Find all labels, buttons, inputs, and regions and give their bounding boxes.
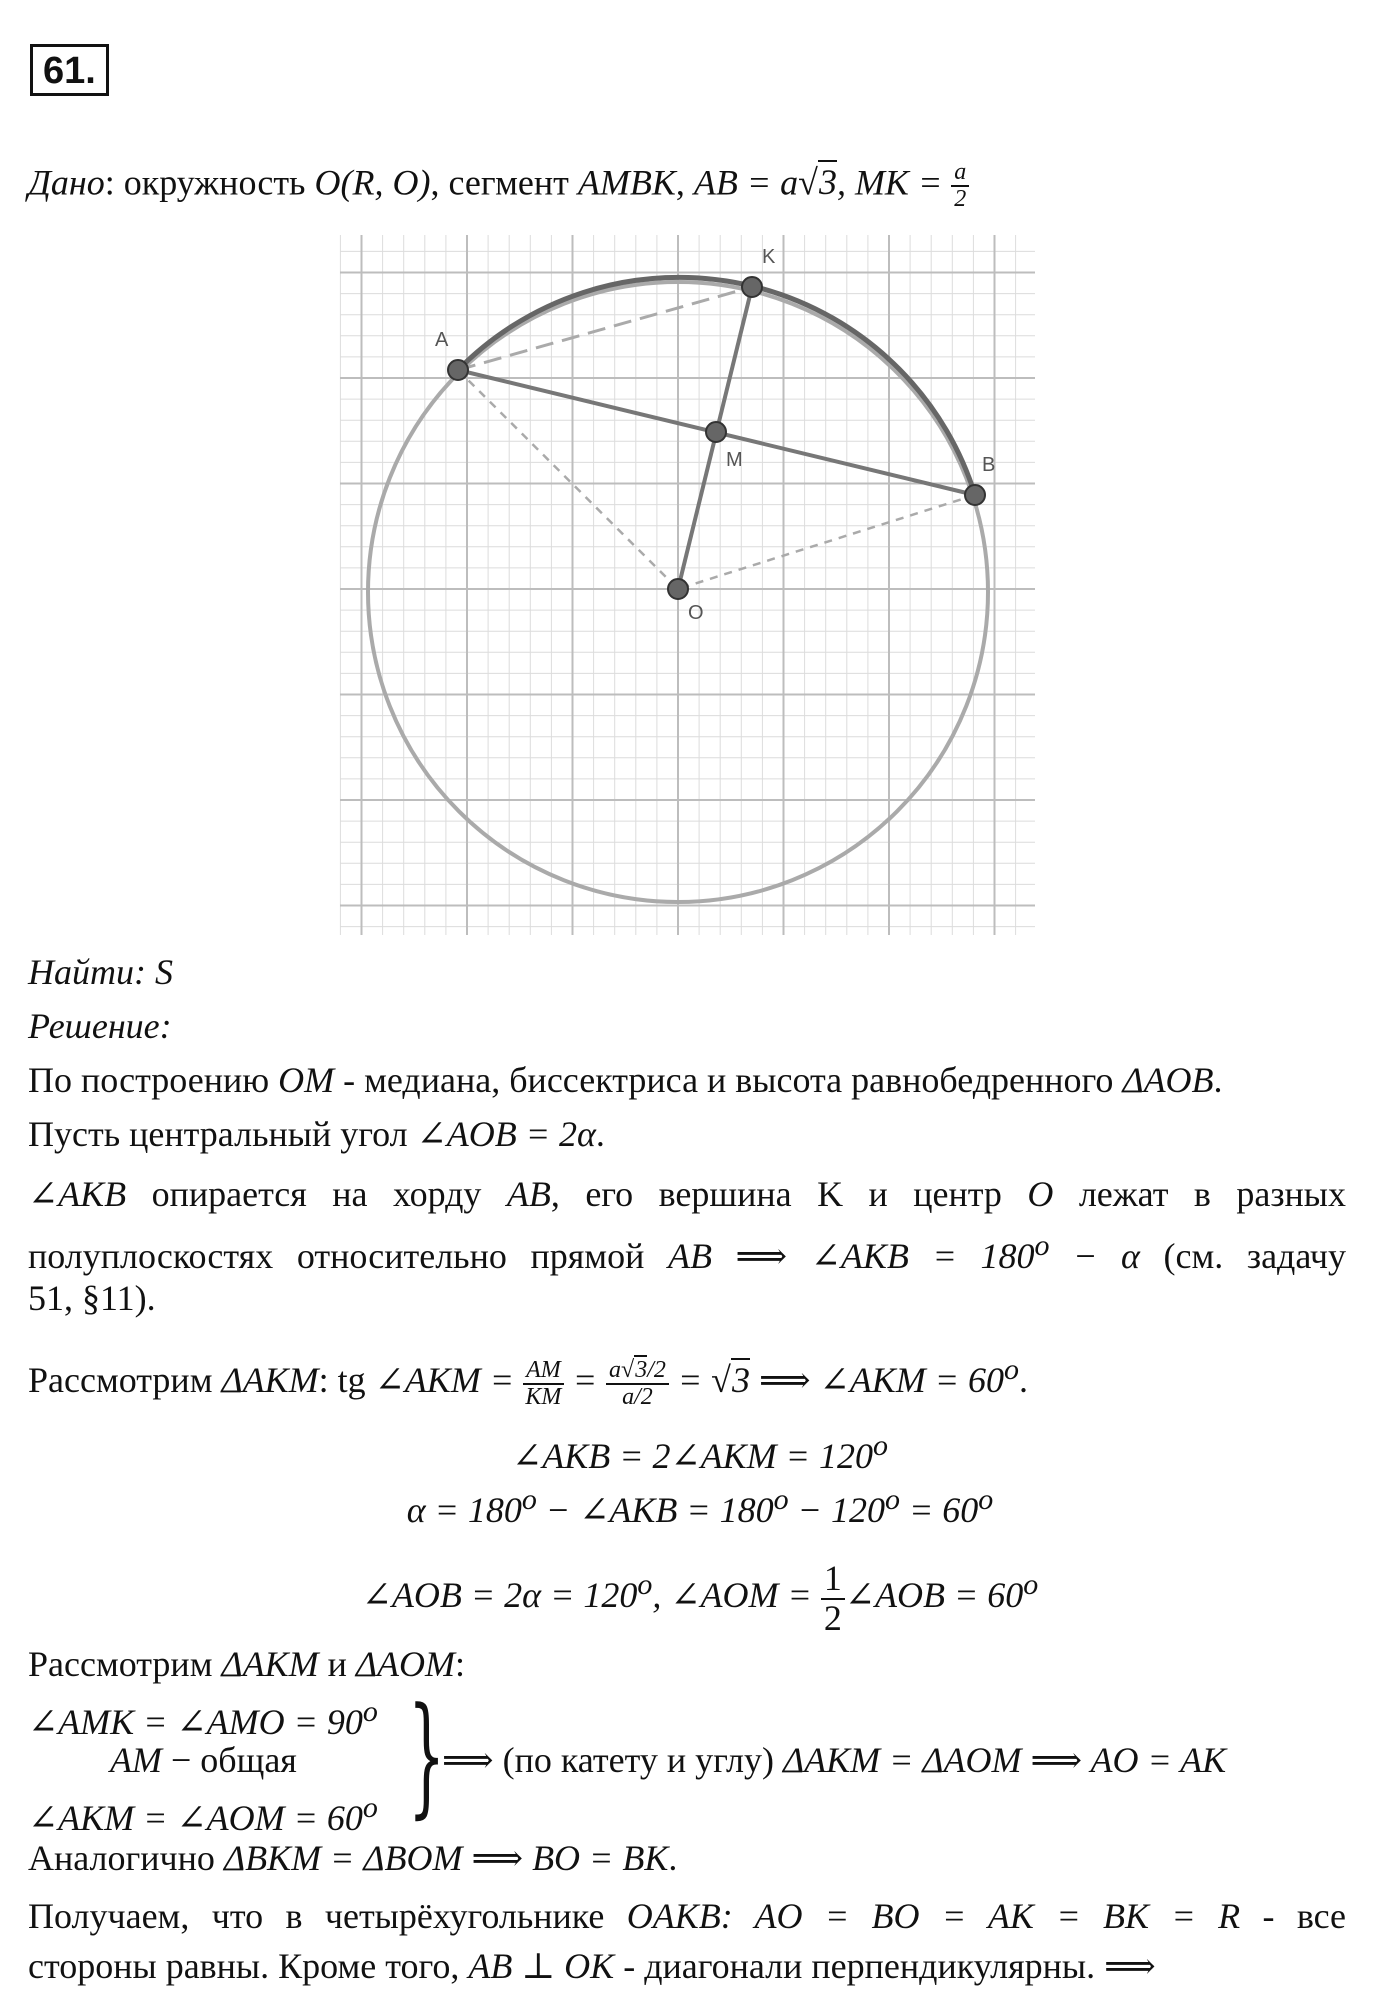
solution-line-2: Пусть центральный угол ∠AOB = 2α. <box>28 1114 605 1154</box>
system-conclusion: ⟹ (по катету и углу) ΔAKM = ΔAOM ⟹ AO = AK <box>442 1740 1227 1780</box>
find-label: Найти <box>28 952 134 992</box>
given-line: Дано: окружность O(R, O), сегмент AMBK, AB = a√3, MK = $\frac{a}{2}$ <box>28 160 969 212</box>
label-k: K <box>762 246 776 268</box>
given-label: Дано <box>28 162 105 203</box>
solution-line-7a: Получаем, что в четырёхугольнике OAKB: AO = BO = AK = BK = R - все <box>28 1896 1347 1936</box>
equation-1: ∠AKB = 2∠AKM = $120^o$ <box>512 1429 888 1476</box>
point-o <box>668 579 688 599</box>
solution-line-3c: 51, §11). <box>28 1278 156 1318</box>
solution-line-6: Аналогично ΔBKM = ΔBOM ⟹ BO = BK. <box>28 1838 678 1878</box>
solution-line-1: По построению OM - медиана, биссектриса и высота равнобедренного ΔAOB. <box>28 1060 1223 1100</box>
label-m: M <box>726 449 743 471</box>
geometry-figure <box>330 225 1040 945</box>
system-row-1: ∠AMK = ∠AMO = $90^o$ <box>28 1695 378 1742</box>
point-b <box>965 485 985 505</box>
given-fraction: $\frac{a}{2}$ <box>951 160 969 212</box>
label-a: A <box>435 329 449 351</box>
equation-2: $\alpha = 180^o$ − ∠AKB = $180^o - 120^o = 60^o$ <box>406 1483 994 1530</box>
label-o: O <box>688 602 704 624</box>
fraction-am-km: $\frac{AM}{KM}$ <box>523 1358 564 1410</box>
dashed-bo <box>678 495 975 589</box>
solution-line-5: Рассмотрим ΔAKM и ΔAOM: <box>28 1644 465 1684</box>
solution-line-7b: стороны равны. Кроме того, AB ⊥ OK - диагонали перпендикулярны. ⟹ <box>28 1946 1156 1986</box>
dashed-ak <box>458 287 752 370</box>
find-line: Найти: S <box>28 952 173 992</box>
problem-number: 61. <box>30 44 109 96</box>
solution-line-3a: ∠AKB опирается на хорду AB, его вершина K и центр O лежат в разных <box>28 1174 1346 1214</box>
system-row-3: ∠AKM = ∠AOM = $60^o$ <box>28 1791 378 1838</box>
dashed-ao <box>458 370 678 589</box>
point-k <box>742 277 762 297</box>
point-m <box>706 422 726 442</box>
system-row-2: AM − общая <box>110 1740 297 1780</box>
label-b: B <box>982 454 996 476</box>
system-brace: } <box>408 1679 446 1831</box>
fraction-half: $\frac{1}{2}$ <box>821 1560 845 1638</box>
solution-line-3b: полуплоскостях относительно прямой AB ⟹ ∠AKB = $180^o - \alpha$ (см. задачу <box>28 1229 1347 1276</box>
equation-3: ∠AOB = $2\alpha = 120^o$, ∠AOM = $\frac{1}{2}$ ∠AOB = $60^o$ <box>361 1557 1039 1638</box>
point-a <box>448 360 468 380</box>
solution-label: Решение: <box>28 1006 172 1046</box>
solution-line-4: Рассмотрим ΔAKM: tg ∠AKM = $\frac{AM}{KM}$ = $\frac{a√3/2}{a/2}$ = √3 ⟹ ∠AKM = $60^o$. <box>28 1353 1028 1410</box>
fraction-a-sqrt3: $\frac{a√3/2}{a/2}$ <box>606 1358 669 1410</box>
